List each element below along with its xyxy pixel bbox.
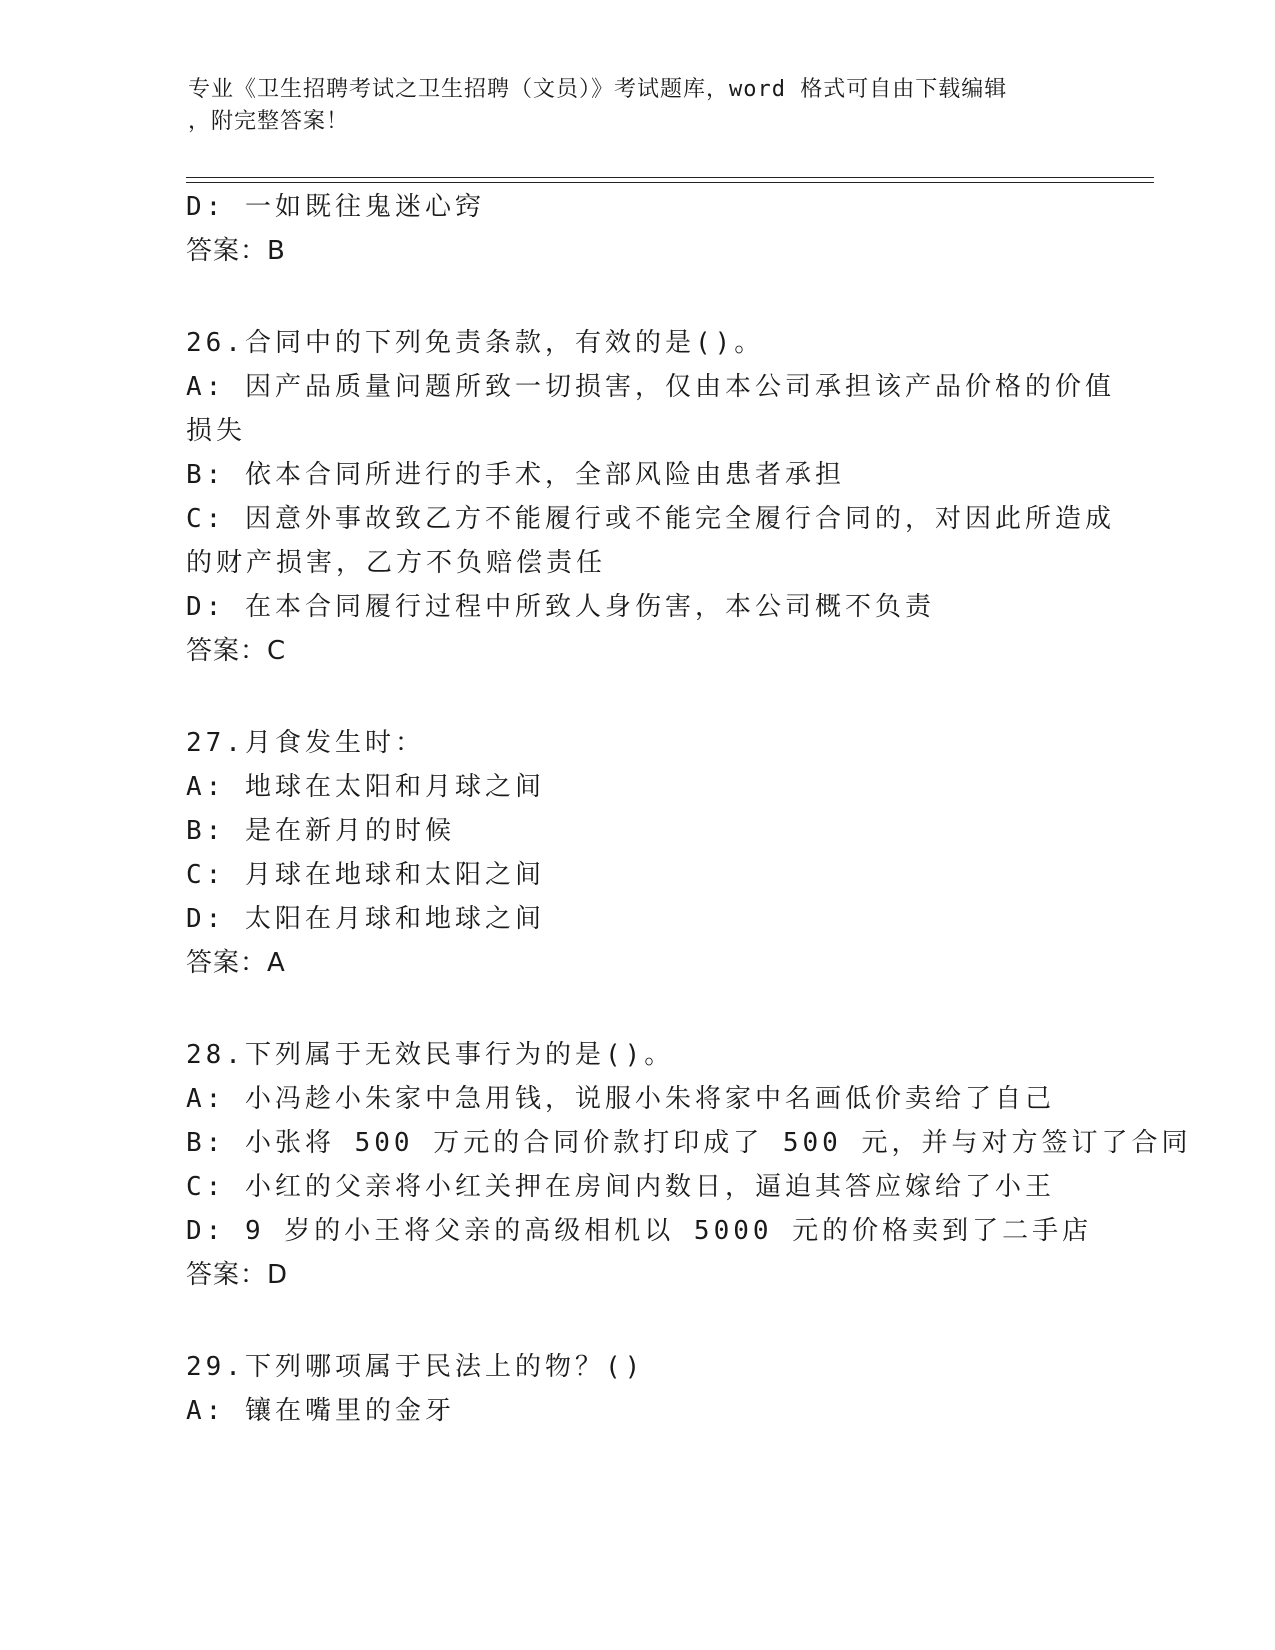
- header-rule-bottom: [186, 182, 1154, 183]
- q28-stem: 28.下列属于无效民事行为的是()。: [186, 1040, 675, 1070]
- q27-answer: 答案：A: [186, 948, 286, 978]
- q27-option-d: D: 太阳在月球和地球之间: [186, 904, 545, 934]
- q26-answer: 答案：C: [186, 636, 287, 666]
- q26-option-c-cont: 的财产损害，乙方不负赔偿责任: [186, 548, 607, 578]
- q27-option-c: C: 月球在地球和太阳之间: [186, 860, 545, 890]
- q26-option-d: D: 在本合同履行过程中所致人身伤害，本公司概不负责: [186, 592, 935, 622]
- header-rule-top: [186, 177, 1154, 178]
- q26-option-c: C: 因意外事故致乙方不能履行或不能完全履行合同的，对因此所造成: [186, 504, 1115, 534]
- q29-stem: 29.下列哪项属于民法上的物？(): [186, 1352, 645, 1382]
- q26-option-a-cont: 损失: [186, 416, 247, 446]
- q28-option-d: D: 9 岁的小王将父亲的高级相机以 5000 元的价格卖到了二手店: [186, 1216, 1093, 1246]
- q27-option-b: B: 是在新月的时候: [186, 816, 455, 846]
- header-line-2: ，附完整答案！: [188, 109, 350, 134]
- q26-stem: 26.合同中的下列免责条款，有效的是()。: [186, 328, 765, 358]
- q28-option-b: B: 小张将 500 万元的合同价款打印成了 500 元，并与对方签订了合同: [186, 1128, 1192, 1158]
- q26-option-a: A: 因产品质量问题所致一切损害，仅由本公司承担该产品价格的价值: [186, 372, 1115, 402]
- q27-option-a: A: 地球在太阳和月球之间: [186, 772, 545, 802]
- q29-option-a: A: 镶在嘴里的金牙: [186, 1396, 455, 1426]
- prev-option-d: D: 一如既往鬼迷心窍: [186, 192, 485, 222]
- q27-stem: 27.月食发生时：: [186, 728, 425, 758]
- header-line-1: 专业《卫生招聘考试之卫生招聘（文员）》考试题库，word 格式可自由下载编辑: [188, 77, 1008, 102]
- q28-option-c: C: 小红的父亲将小红关押在房间内数日，逼迫其答应嫁给了小王: [186, 1172, 1055, 1202]
- prev-answer: 答案：B: [186, 236, 286, 266]
- q28-answer: 答案：D: [186, 1260, 289, 1290]
- document-header: [188, 74, 1068, 138]
- q28-option-a: A: 小冯趁小朱家中急用钱，说服小朱将家中名画低价卖给了自己: [186, 1084, 1055, 1114]
- q26-option-b: B: 依本合同所进行的手术，全部风险由患者承担: [186, 460, 845, 490]
